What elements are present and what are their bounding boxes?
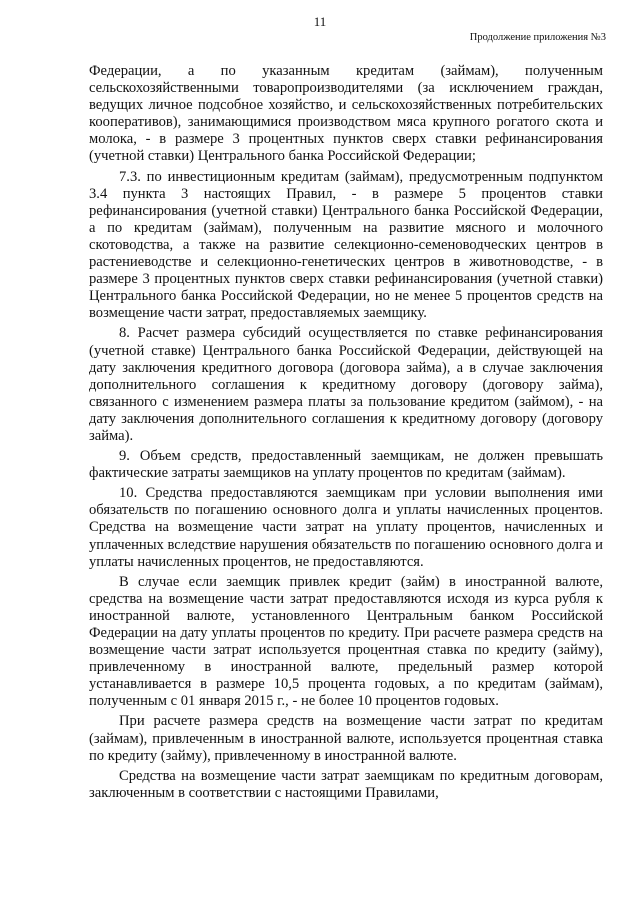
paragraph-8: 8. Расчет размера субсидий осуществляется по ставке рефинансирования (учетной ставке) Центрального банка Российской Федерации, действующей на дату заключения кредитного договора (договора займа), а в случае заключения дополнительного соглашения к кредитному договору (договору займа), связанного с изменением размера платы за пользование кредитом (займом), - на дату заключения дополнительного соглашения к кредитному договору (договору займа). xyxy=(89,325,603,444)
paragraph-foreign-currency: В случае если заемщик привлек кредит (займ) в иностранной валюте, средства на возмещение части затрат предоставляются исходя из курса рубля к иностранной валюте, установленного Центральным банком Российской Федерации на дату уплаты процентов по кредиту. При расчете размера средств на возмещение части затрат используется процентная ставка по кредиту (займу), привлеченному в иностранной валюте, предельный размер которой устанавливается в размере 10,5 процента годовых, а по кредитам (займам), полученным с 01 января 2015 г., - не более 10 процентов годовых. xyxy=(89,573,603,710)
page-number: 11 xyxy=(313,14,327,29)
paragraph-continuation: Федерации, а по указанным кредитам (займам), полученным сельскохозяйственными товаропроизводителями (за исключением граждан, ведущих личное подсобное хозяйство, и сельскохозяйственных потребительских кооперативов), занимающимися производством мяса крупного рогатого скота и молока, - в размере 3 процентных пунктов сверх ставки рефинансирования (учетной ставки) Центрального банка Российской Федерации; xyxy=(89,63,603,165)
document-body xyxy=(89,63,603,805)
paragraph-7-3: 7.3. по инвестиционным кредитам (займам), предусмотренным подпунктом 3.4 пункта 3 настоящих Правил, - в размере 5 процентов ставки рефинансирования (учетной ставки) Центрального банка Российской Федерации, а по кредитам (займам), полученным на развитие мясного и молочного скотоводства, а также на развитие селекционно-семеноводческих центров в растениеводстве и селекционно-генетических центров в животноводстве, - в размере 3 процентных пунктов сверх ставки рефинансирования (учетной ставки) Центрального банка Российской Федерации, но не менее 5 процентов средств на возмещение части затрат, предоставляемых заемщику. xyxy=(89,168,603,322)
paragraph-10: 10. Средства предоставляются заемщикам при условии выполнения ими обязательств по погашению основного долга и уплаты начисленных процентов. Средства на возмещение части затрат на уплату процентов, начисленных и уплаченных вследствие нарушения обязательств по погашению основного долга и уплаты начисленных процентов, не предоставляются. xyxy=(89,485,603,570)
paragraph-interest-rate: При расчете размера средств на возмещение части затрат по кредитам (займам), привлеченным в иностранной валюте, используется процентная ставка по кредиту (займу), привлеченному в иностранной валюте. xyxy=(89,713,603,764)
appendix-continuation-note: Продолжение приложения №3 xyxy=(469,32,606,43)
paragraph-credit-agreements: Средства на возмещение части затрат заемщикам по кредитным договорам, заключенным в соответствии с настоящими Правилами, xyxy=(89,767,603,801)
paragraph-9: 9. Объем средств, предоставленный заемщикам, не должен превышать фактические затраты заемщиков на уплату процентов по кредитам (займам). xyxy=(89,448,603,482)
